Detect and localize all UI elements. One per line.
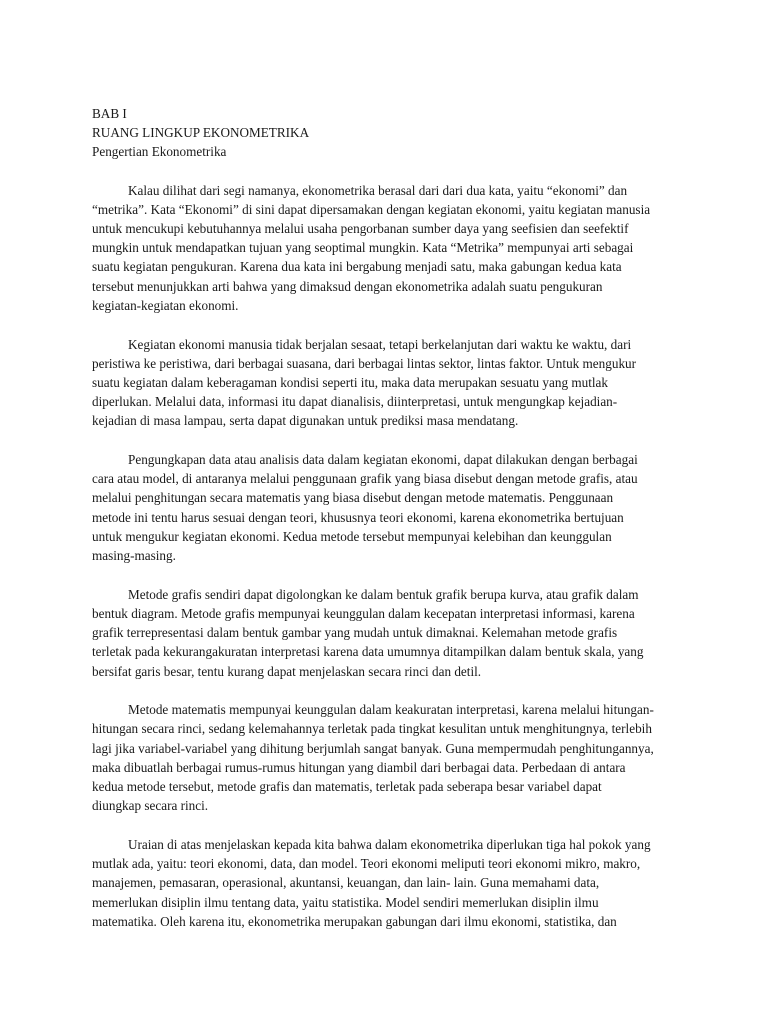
paragraph-line: manajemen, pemasaran, operasional, akuntansi, keuangan, dan lain- lain. Guna memahami data, (92, 875, 600, 891)
paragraph-line: peristiwa ke peristiwa, dari berbagai suasana, dari berbagai lintas sektor, lintas faktor. Untuk mengukur (92, 355, 637, 371)
paragraph-line: hitungan secara rinci, sedang kelemahannya terletak pada tingkat kesulitan untuk menghitungnya, terlebih (92, 721, 652, 737)
paragraph (92, 335, 686, 431)
paragraph (92, 450, 686, 565)
section-subtitle: Pengertian Ekonometrika (92, 144, 227, 160)
paragraph-line: kegiatan-kegiatan ekonomi. (92, 297, 239, 313)
paragraph-line: Uraian di atas menjelaskan kepada kita bahwa dalam ekonometrika diperlukan tiga hal pokok yang (128, 837, 651, 852)
paragraph (92, 835, 686, 931)
paragraph-line: lagi jika variabel-variabel yang dihitung berjumlah sangat banyak. Guna mempermudah penghitungannya, (92, 740, 654, 756)
paragraph-line: cara atau model, di antaranya melalui penggunaan grafik yang biasa disebut dengan metode grafis, atau (92, 471, 638, 487)
paragraph-line: bersifat garis besar, tentu kurang dapat menjelaskan secara rinci dan detil. (92, 663, 482, 679)
chapter-title: RUANG LINGKUP EKONOMETRIKA (92, 125, 310, 141)
paragraph (92, 585, 686, 681)
paragraph-line: diungkap secara rinci. (92, 798, 209, 814)
paragraph-line: mungkin untuk mendapatkan tujuan yang seoptimal mungkin. Kata “Metrika” mempunyai arti sebagai (92, 240, 634, 256)
paragraph-line: bentuk diagram. Metode grafis mempunyai keunggulan dalam kecepatan interpretasi informasi, karena (92, 605, 635, 621)
document-page (92, 104, 686, 951)
paragraph-line: melalui penghitungan secara matematis yang biasa disebut dengan metode matematis. Penggunaan (92, 490, 614, 506)
paragraph-line: metode ini tentu harus sesuai dengan teori, khususnya teori ekonomi, karena ekonometrika bertujuan (92, 509, 624, 525)
paragraph-line: tersebut menunjukkan arti bahwa yang dimaksud dengan ekonometrika adalah suatu pengukuran (92, 278, 603, 294)
paragraph-line: Pengungkapan data atau analisis data dalam kegiatan ekonomi, dapat dilakukan dengan berbagai (128, 452, 638, 468)
paragraph-line: diperlukan. Melalui data, informasi itu dapat dianalisis, diinterpretasi, untuk mengungkap kejadian- (92, 394, 618, 410)
paragraph-line: Kegiatan ekonomi manusia tidak berjalan sesaat, tetapi berkelanjutan dari waktu ke waktu, dari (128, 336, 632, 352)
paragraph-line: terletak pada kekurangakuratan interpretasi karena data umumnya ditampilkan dalam bentuk skala, yang (92, 644, 644, 660)
body-text (92, 181, 686, 931)
paragraph-line: masing-masing. (92, 548, 176, 564)
paragraph (92, 700, 686, 815)
paragraph-line: suatu kegiatan dalam keberagaman kondisi seperti itu, maka data merupakan sesuatu yang mutlak (92, 374, 608, 390)
paragraph-line: untuk mencukupi kebutuhannya melalui usaha pengorbanan sumber daya yang seefisien dan seefektif (92, 221, 629, 237)
paragraph-line: Metode matematis mempunyai keunggulan dalam keakuratan interpretasi, karena melalui hitungan- (128, 702, 654, 718)
paragraph-line: suatu kegiatan pengukuran. Karena dua kata ini bergabung menjadi satu, maka gabungan kedua kata (92, 259, 622, 275)
heading-block (92, 104, 686, 162)
paragraph-line: “metrika”. Kata “Ekonomi” di sini dapat dipersamakan dengan kegiatan ekonomi, yaitu kegiatan manusia (92, 201, 651, 217)
paragraph (92, 181, 686, 315)
paragraph-line: mutlak ada, yaitu: teori ekonomi, data, dan model. Teori ekonomi meliputi teori ekonomi mikro, makro, (92, 856, 641, 872)
chapter-label: BAB I (92, 106, 127, 121)
paragraph-line: memerlukan disiplin ilmu tentang data, yaitu statistika. Model sendiri memerlukan disiplin ilmu (92, 894, 599, 910)
paragraph-line: Metode grafis sendiri dapat digolongkan ke dalam bentuk grafik berupa kurva, atau grafik dalam (128, 586, 639, 602)
paragraph-line: Kalau dilihat dari segi namanya, ekonometrika berasal dari dari dua kata, yaitu “ekonomi” dan (128, 182, 628, 198)
paragraph-line: maka dibuatlah berbagai rumus-rumus hitungan yang diambil dari berbagai data. Perbedaan di antara (92, 759, 626, 775)
paragraph-line: kejadian di masa lampau, serta dapat digunakan untuk prediksi masa mendatang. (92, 413, 519, 429)
paragraph-line: untuk mengukur kegiatan ekonomi. Kedua metode tersebut mempunyai kelebihan dan keunggulan (92, 528, 612, 544)
paragraph-line: matematika. Oleh karena itu, ekonometrika merupakan gabungan dari ilmu ekonomi, statistika, dan (92, 913, 617, 929)
paragraph-line: kedua metode tersebut, metode grafis dan matematis, terletak pada seberapa besar variabel dapat (92, 779, 602, 795)
paragraph-line: grafik terrepresentasi dalam bentuk gambar yang mudah untuk dimaknai. Kelemahan metode grafis (92, 625, 618, 641)
